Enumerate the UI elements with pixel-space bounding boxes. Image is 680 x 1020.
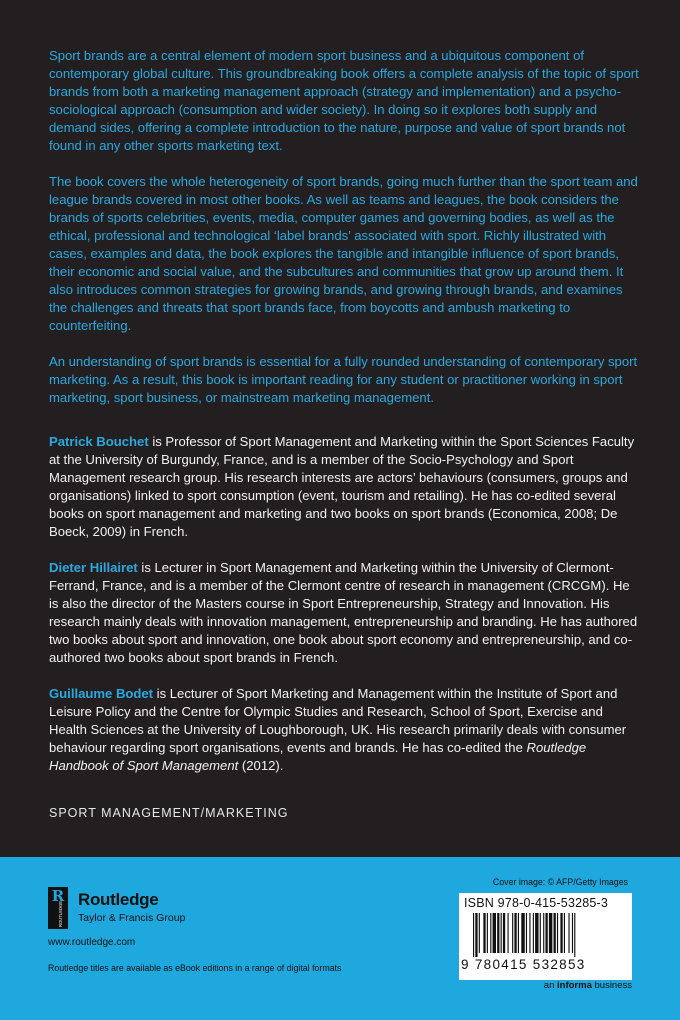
barcode-bars-icon [459, 913, 632, 957]
isbn-barcode [459, 893, 632, 980]
informa-suffix: business [591, 980, 632, 991]
logo-letter: R [51, 887, 65, 905]
informa-name: informa [557, 980, 592, 991]
author-bio-text: is Professor of Sport Management and Marketing within the Sport Sciences Faculty at the University of Burgundy, France, and is a member of the Socio-Psychology and Sport Management research group. His research interests are actors’ behaviours (consumers, groups and organisations) linked to sport consumption (event, tourism and retailing). He has co-edited several books on sport management and marketing and two books on sport brands (Economica, 2008; De Boeck, 2009) in French. [49, 434, 635, 539]
author-bio-bouchet [49, 433, 639, 541]
author-name: Dieter Hillairet [49, 560, 138, 575]
author-bio-hillairet [49, 559, 639, 667]
publisher-name: Routledge [78, 890, 159, 909]
logo-vertical-text: ROUTLEDGE [58, 900, 63, 927]
cover-credit: Cover image: © AFP/Getty Images [492, 877, 628, 887]
author-bio-text-end: (2012). [238, 758, 284, 773]
author-bio-text: is Lecturer in Sport Management and Marketing within the University of Clermont-Ferrand, France, and is a member of the Clermont centre of research in management (CRCGM). He is also the director of the Masters course in Sport Entrepreneurship, Strategy and Innovation. His research mainly deals with innovation management, entrepreneurship and branding. He has authored two books about sport and innovation, one book about sport economy and entrepreneurship, and co-authored two books about sport brands in French. [49, 560, 638, 665]
book-title-reference: Routledge Handbook of Sport Management [49, 740, 587, 773]
author-bios [49, 433, 639, 793]
isbn-text: ISBN 978-0-415-53285-3 [464, 896, 609, 910]
description-paragraph: The book covers the whole heterogeneity of sport brands, going much further than the sport team and league brands covered in most other books. As well as teams and leagues, the book considers the brands of sports celebrities, events, media, computer games and governing bodies, as well as the ethical, professional and technological ‘label brands’ associated with sport. Richly illustrated with cases, examples and data, the book explores the tangible and intangible influence of sport brands, their economic and social value, and the subcultures and communities that grow up around them. It also introduces common strategies for growing brands, and growing through brands, and examines the challenges and threats that sport brands face, from boycotts and ambush marketing to counterfeiting. [49, 174, 638, 333]
publisher-footer [0, 857, 680, 1020]
publisher-website: www.routledge.com [48, 937, 136, 948]
subject-category: SPORT MANAGEMENT/MARKETING [49, 806, 289, 820]
informa-prefix: an [543, 980, 558, 991]
description-paragraph: An understanding of sport brands is essential for a fully rounded understanding of contemporary sport marketing. As a result, this book is important reading for any student or practitioner working in sport marketing, sport business, or mainstream marketing management. [49, 354, 638, 405]
author-bio-bodet [49, 685, 639, 775]
book-description [49, 47, 639, 425]
author-name: Guillaume Bodet [49, 686, 154, 701]
publisher-group: Taylor & Francis Group [78, 912, 186, 924]
routledge-logo-icon [48, 887, 68, 929]
author-name: Patrick Bouchet [49, 434, 149, 449]
description-paragraph: Sport brands are a central element of modern sport business and a ubiquitous component of contemporary global culture. This groundbreaking book offers a complete analysis of the topic of sport brands from both a marketing management approach (strategy and implementation) and a psycho-sociological approach (consumption and wider society). In doing so it explores both supply and demand sides, offering a complete introduction to the nature, purpose and value of sport brands not found in any other sports marketing text. [49, 48, 639, 153]
barcode-number: 9 780415 532853 [461, 957, 586, 972]
author-bio-text: is Lecturer of Sport Marketing and Management within the Institute of Sport and Leisure Policy and the Centre for Olympic Studies and Research, School of Sport, Exercise and Health Sciences at the University of Loughborough, UK. His research primarily deals with consumer behaviour regarding sport organisations, events and brands. He has co-edited the [49, 686, 627, 755]
informa-business-note [544, 980, 632, 991]
ebook-note: Routledge titles are available as eBook editions in a range of digital formats [48, 963, 342, 973]
